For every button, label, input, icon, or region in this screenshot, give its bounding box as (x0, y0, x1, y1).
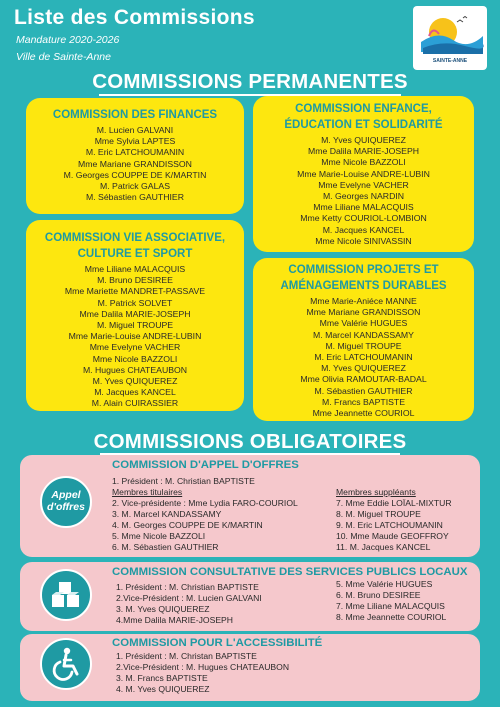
member-name: Mme Liliane MALACQUIS (313, 202, 414, 213)
member-name: Mme Mariane GRANDISSON (78, 158, 192, 169)
commission-vie-associative-card (26, 220, 244, 411)
member-line: 4. M. Georges COUPPE DE K/MARTIN (112, 520, 263, 530)
member-name: Mme Evelyne VACHER (89, 342, 181, 353)
badge-line: Appel (51, 489, 81, 501)
member-name: M. Eric LATCHOUMANIN (314, 352, 413, 363)
member-name: M. Jacques KANCEL (94, 387, 176, 398)
appel-offres-titulaires (112, 476, 298, 553)
member-name: M. Yves QUIQUEREZ (92, 376, 178, 387)
member-line: 11. M. Jacques KANCEL (336, 542, 431, 552)
member-name: M. Yves QUIQUEREZ (321, 363, 406, 374)
member-line: 3. M. Francs BAPTISTE (116, 673, 208, 683)
suppleants-label: Membres suppléants (336, 487, 416, 497)
page-title: Liste des Commissions (14, 6, 255, 29)
titulaires-label: Membres titulaires (112, 487, 183, 497)
member-name: M. Alain CUIRASSIER (91, 398, 179, 409)
member-line: 1. Président : M. Christian BAPTISTE (116, 582, 259, 592)
ville-label: Ville de Sainte-Anne (16, 51, 111, 63)
member-name: M. Eric LATCHOUMANIN (85, 147, 185, 158)
member-line: 2.Vice-Président : M. Lucien GALVANI (116, 593, 262, 603)
member-name: Mme Olivia RAMOUTAR-BADAL (300, 374, 427, 385)
appel-offres-suppleants (336, 487, 452, 553)
mandature-label: Mandature 2020-2026 (16, 34, 120, 46)
member-line: 7. Mme Liliane MALACQUIS (336, 601, 445, 611)
member-name: Mme Evelyne VACHER (318, 179, 409, 190)
member-name: M. Francs BAPTISTE (321, 396, 406, 407)
member-name: Mme Jeannette COURIOL (312, 408, 415, 419)
consultative-members-right (336, 579, 446, 623)
member-name: M. Marcel KANDASSAMY (313, 329, 414, 340)
member-name: M. Hugues CHATEAUBON (82, 364, 188, 375)
commission-vie-associative-title: COMMISSION VIE ASSOCIATIVE, CULTURE ET SPORT (44, 232, 226, 260)
boxes-icon (40, 569, 92, 621)
appel-offres-badge (40, 476, 92, 528)
commission-projets-members (253, 296, 474, 419)
section-title-permanentes: COMMISSIONS PERMANENTES (92, 70, 408, 93)
member-name: Mme Marie-Louise ANDRE-LUBIN (68, 331, 202, 342)
member-name: M. Jacques KANCEL (322, 224, 405, 235)
member-line: 4.Mme Dalila MARIE-JOSEPH (116, 615, 233, 625)
member-line: 10. Mme Maude GEOFFROY (336, 531, 449, 541)
commission-vie-associative-members (26, 264, 244, 410)
member-line: 4. M. Yves QUIQUEREZ (116, 684, 210, 694)
member-name: Mme Dalila MARIE-JOSEPH (307, 146, 420, 157)
member-name: Mme Mariane GRANDISSON (306, 307, 421, 318)
member-line: 2.Vice-Président : M. Hugues CHATEAUBON (116, 662, 290, 672)
member-name: Mme Marie-Aniéce MANNE (310, 296, 417, 306)
sainte-anne-logo (413, 6, 487, 70)
member-line: 9. M. Eric LATCHOUMANIN (336, 520, 443, 530)
member-name: M. Georges COUPPE DE K/MARTIN (63, 169, 207, 180)
member-name: Mme Dalila MARIE-JOSEPH (79, 308, 191, 319)
badge-line: d'offres (47, 501, 85, 513)
commission-appel-offres-title: COMMISSION D'APPEL D'OFFRES (112, 459, 299, 471)
commission-enfance-members (253, 135, 474, 247)
wheelchair-icon (40, 638, 92, 690)
member-name: M. Miguel TROUPE (96, 320, 174, 331)
commission-enfance-title: COMMISSION ENFANCE, ÉDUCATION ET SOLIDARITÉ (284, 103, 443, 131)
commission-accessibilite-title: COMMISSION POUR L'ACCESSIBILITÉ (112, 637, 323, 649)
logo-text: SAINTE-ANNE (432, 58, 468, 64)
commission-finances-card (26, 98, 244, 214)
member-name: Mme Ketty COURIOL-LOMBION (300, 213, 427, 224)
commission-consultative-title: COMMISSION CONSULTATIVE DES SERVICES PUBLICS LOCAUX (112, 566, 468, 578)
commission-finances-members (26, 125, 244, 203)
member-name: M. Patrick SOLVET (97, 297, 173, 308)
member-line: 8. M. Miguel TROUPE (336, 509, 421, 519)
member-line: 7. Mme Eddie LOÏAL-MIXTUR (336, 498, 452, 508)
president-line: 1. Président : M. Christian BAPTISTE (112, 476, 255, 486)
member-name: M. Patrick GALAS (99, 181, 170, 192)
member-name: Mme Valérie HUGUES (319, 318, 408, 329)
member-line: 3. M. Yves QUIQUEREZ (116, 604, 210, 614)
section-title-obligatoires: COMMISSIONS OBLIGATOIRES (93, 430, 407, 453)
accessibilite-members (116, 651, 289, 695)
member-line: 2. Vice-présidente : Mme Lydia FARO-COURIOL (112, 498, 298, 508)
member-name: M. Miguel TROUPE (325, 340, 402, 351)
member-name: M. Lucien GALVANI (96, 125, 174, 135)
commission-projets-card (253, 258, 474, 421)
member-line: 5. Mme Nicole BAZZOLI (112, 531, 206, 541)
member-line: 6. M. Sébastien GAUTHIER (112, 542, 219, 552)
member-name: Mme Sylvia LAPTES (94, 136, 176, 147)
member-name: Mme Nicole BAZZOLI (321, 157, 406, 168)
member-name: M. Bruno DESIREE (97, 275, 173, 286)
commission-projets-title: COMMISSION PROJETS ET AMÉNAGEMENTS DURABLES (280, 264, 447, 292)
member-name: Mme Nicole SINIVASSIN (315, 235, 412, 246)
member-line: 1. Président : M. Christan BAPTISTE (116, 651, 257, 661)
member-name: Mme Marie-Louise ANDRE-LUBIN (297, 168, 430, 179)
member-name: Mme Liliane MALACQUIS (84, 264, 186, 274)
member-line: 3. M. Marcel KANDASSAMY (112, 509, 222, 519)
member-name: M. Sébastien GAUTHIER (314, 385, 413, 396)
commission-enfance-card (253, 96, 474, 252)
member-name: M. Sébastien GAUTHIER (85, 192, 184, 203)
member-name: M. Georges NARDIN (322, 191, 405, 202)
member-line: 6. M. Bruno DESIREE (336, 590, 421, 600)
member-name: Mme Nicole BAZZOLI (92, 353, 178, 364)
commission-finances-title: COMMISSION DES FINANCES (52, 109, 218, 121)
member-name: M. Yves QUIQUEREZ (321, 135, 406, 145)
member-line: 5. Mme Valérie HUGUES (336, 579, 433, 589)
member-name: Mme Mariette MANDRET-PASSAVE (64, 286, 206, 297)
consultative-members-left (116, 582, 262, 626)
member-line: 8. Mme Jeannette COURIOL (336, 612, 447, 622)
